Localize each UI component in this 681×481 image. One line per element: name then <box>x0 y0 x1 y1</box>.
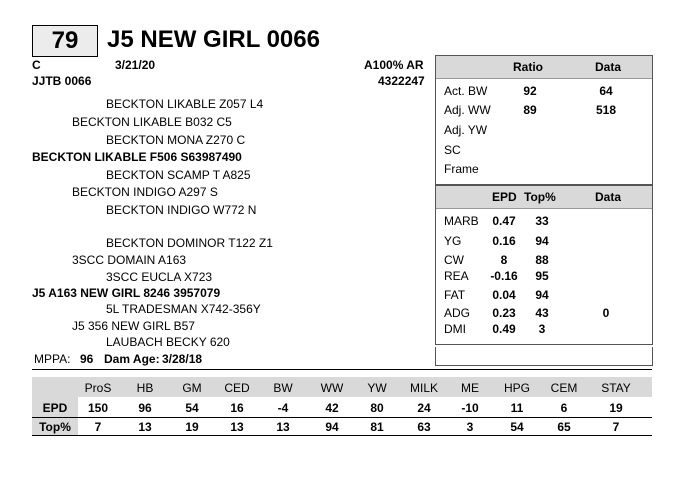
top-value: 7 <box>612 420 620 434</box>
perf-label: SC <box>444 143 461 157</box>
epd-value: 11 <box>510 401 524 415</box>
carcass-top: 95 <box>535 269 549 283</box>
epd-value: 54 <box>185 401 199 415</box>
carcass-label: FAT <box>444 288 466 302</box>
epd-value: 42 <box>325 401 339 415</box>
epd-col-header: WW <box>320 381 344 395</box>
top-value: 7 <box>94 420 102 434</box>
data-header: Data <box>595 190 622 204</box>
tattoo: JJTB 0066 <box>32 74 92 88</box>
epd-value: 6 <box>560 401 568 415</box>
divider <box>32 435 652 436</box>
epd-col-header: CED <box>224 381 250 395</box>
carcass-epd: 0.47 <box>492 214 516 228</box>
carcass-top: 88 <box>535 253 549 267</box>
perf-data: 64 <box>599 84 613 98</box>
epd-value: 96 <box>138 401 152 415</box>
pedigree-sire-dam: BECKTON INDIGO A297 S <box>72 185 218 199</box>
carcass-top: 94 <box>535 288 549 302</box>
top-row-label: Top% <box>39 420 71 434</box>
top-value: 13 <box>276 420 290 434</box>
epd-col-header: HPG <box>503 381 530 395</box>
epd-row-label: EPD <box>42 401 68 415</box>
carcass-top: 33 <box>535 214 549 228</box>
epd-col-header: ProS <box>84 381 112 395</box>
pedigree-sire-sire: BECKTON LIKABLE B032 C5 <box>72 115 232 129</box>
epd-table <box>32 377 652 435</box>
pedigree-dam-sire-dam: 3SCC EUCLA X723 <box>106 270 213 284</box>
perf-label: Adj. YW <box>444 123 488 137</box>
perf-ratio: 89 <box>523 103 537 117</box>
breed: A100% AR <box>364 58 424 72</box>
perf-label: Adj. WW <box>444 103 491 117</box>
pedigree-dam-sire: 3SCC DOMAIN A163 <box>72 253 187 267</box>
epd-col-header: BW <box>273 381 293 395</box>
epd-col-header: MILK <box>409 381 438 395</box>
epd-value: 80 <box>370 401 384 415</box>
carcass-label: DMI <box>444 322 466 336</box>
pedigree-sire: BECKTON LIKABLE F506 S63987490 <box>32 150 242 164</box>
top-value: 63 <box>417 420 431 434</box>
epd-header: EPD <box>492 190 517 204</box>
carcass-panel <box>435 185 653 345</box>
divider <box>32 417 652 418</box>
perf-label: Frame <box>444 162 479 176</box>
carcass-label: REA <box>444 269 469 283</box>
dam-age-label: Dam Age: <box>104 352 160 366</box>
pedigree-dam-sire-sire: BECKTON DOMINOR T122 Z1 <box>106 236 273 250</box>
epd-value: 16 <box>230 401 244 415</box>
perf-label: Act. BW <box>444 84 488 98</box>
carcass-epd: -0.16 <box>490 269 518 283</box>
pedigree-sire-dam-sire: BECKTON SCAMP T A825 <box>106 168 251 182</box>
carcass-epd: 8 <box>500 253 508 267</box>
sex: C <box>32 58 41 72</box>
top-value: 54 <box>510 420 524 434</box>
pedigree-sire-dam-dam: BECKTON INDIGO W772 N <box>106 203 257 217</box>
birth-date: 3/21/20 <box>115 58 156 72</box>
top-value: 3 <box>466 420 474 434</box>
epd-col-header: GM <box>182 381 202 395</box>
carcass-label: CW <box>444 253 464 267</box>
top-header: Top% <box>524 190 556 204</box>
epd-col-header: YW <box>367 381 387 395</box>
pedigree-dam-dam-sire: 5L TRADESMAN X742-356Y <box>106 302 261 316</box>
mppa-label: MPPA: <box>34 352 71 366</box>
reg-number: 4322247 <box>378 74 425 88</box>
carcass-header <box>436 186 652 209</box>
lot-number: 79 <box>32 25 98 57</box>
performance-panel <box>435 55 653 185</box>
pedigree-dam: J5 A163 NEW GIRL 8246 3957079 <box>32 286 221 300</box>
top-value: 94 <box>325 420 339 434</box>
carcass-epd: 0.49 <box>492 322 516 336</box>
top-value: 81 <box>370 420 384 434</box>
top-value: 13 <box>230 420 244 434</box>
divider <box>32 369 652 370</box>
epd-col-header: STAY <box>601 381 631 395</box>
mppa-value: 96 <box>80 352 94 366</box>
carcass-epd: 0.04 <box>492 288 516 302</box>
carcass-top: 43 <box>535 306 549 320</box>
performance-header <box>436 56 652 79</box>
perf-data: 518 <box>595 103 617 117</box>
epd-value: 24 <box>417 401 431 415</box>
carcass-top: 94 <box>535 234 549 248</box>
dam-age-value: 3/28/18 <box>162 352 203 366</box>
spacer-box <box>435 347 653 366</box>
epd-col-header: ME <box>461 381 479 395</box>
epd-col-header: CEM <box>550 381 578 395</box>
pedigree-sire-sire-dam: BECKTON MONA Z270 C <box>106 133 246 147</box>
carcass-top: 3 <box>538 322 546 336</box>
top-value: 19 <box>185 420 199 434</box>
carcass-epd: 0.23 <box>492 306 516 320</box>
pedigree-sire-sire-sire: BECKTON LIKABLE Z057 L4 <box>106 97 264 111</box>
perf-ratio: 92 <box>523 84 537 98</box>
top-value: 13 <box>138 420 152 434</box>
carcass-label: YG <box>444 234 462 248</box>
epd-col-header: HB <box>136 381 154 395</box>
epd-value: 19 <box>609 401 623 415</box>
pedigree-dam-dam-dam: LAUBACH BECKY 620 <box>106 335 230 349</box>
pedigree-dam-dam: J5 356 NEW GIRL B57 <box>72 319 195 333</box>
carcass-data: 0 <box>602 306 610 320</box>
data-header: Data <box>595 60 622 74</box>
epd-value: 150 <box>87 401 109 415</box>
carcass-label: MARB <box>444 214 479 228</box>
epd-value: -10 <box>461 401 479 415</box>
animal-name: J5 NEW GIRL 0066 <box>107 26 320 53</box>
carcass-epd: 0.16 <box>492 234 516 248</box>
top-value: 65 <box>557 420 571 434</box>
ratio-header: Ratio <box>513 60 543 74</box>
carcass-label: ADG <box>444 306 471 320</box>
epd-value: -4 <box>277 401 289 415</box>
